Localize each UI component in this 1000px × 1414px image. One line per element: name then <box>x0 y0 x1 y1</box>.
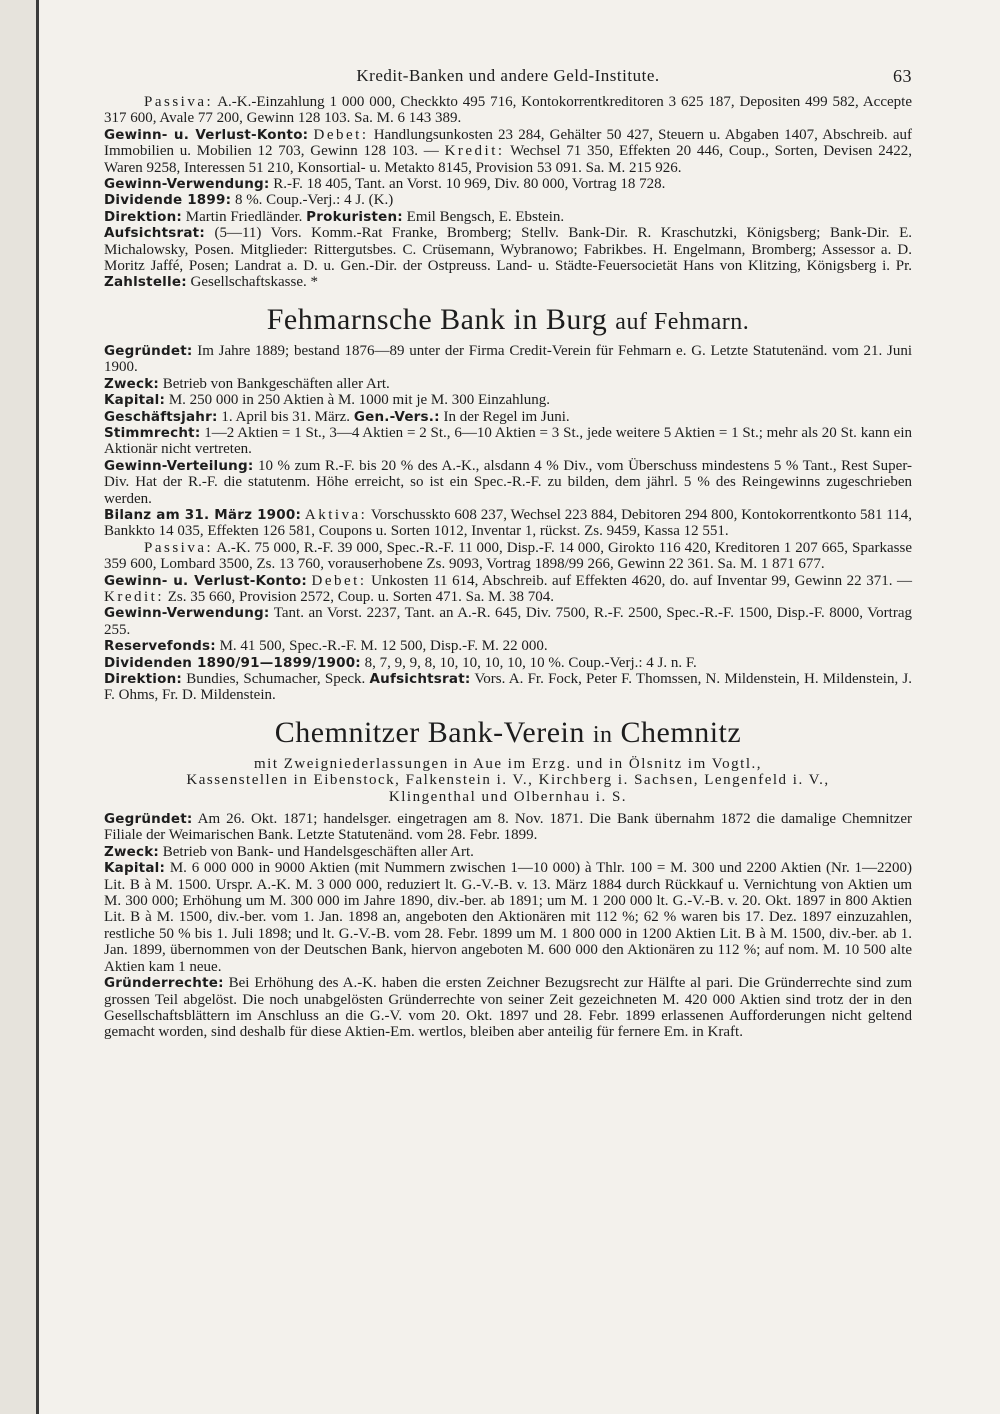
document-page <box>104 66 912 1041</box>
passiva-text: A.-K.-Einzahlung 1 000 000, Checkkto 495 716, Kontokorrentkreditoren 3 625 187, Depositen 499 582, Accepte 317 600, Avale 77 200, Gewinn 128 103. Sa. M. 6 143 389. <box>104 94 912 127</box>
zweck-text: Betrieb von Bank- und Handelsgeschäften aller Art. <box>162 843 474 860</box>
fehmarn-passiva <box>104 540 912 573</box>
genvers-label: Gen.-Vers.: <box>353 408 440 425</box>
gruenderrechte-label: Gründerrechte: <box>104 975 224 992</box>
geschaeftsjahr-text: 1. April bis 31. März. <box>221 408 351 425</box>
fehmarn-title-main: Fehmarnsche Bank in Burg <box>266 302 608 336</box>
dividende-label: Dividende 1899: <box>104 192 232 209</box>
kapital-label: Kapital: <box>104 392 166 409</box>
passiva-text: A.-K. 75 000, R.-F. 39 000, Spec.-R.-F. 11 000, Disp.-F. 14 000, Girokto 116 420, Kreditoren 1 207 665, Sparkasse 359 600, Lombard 3500, Zs. 13 760, vorauserhobene Zs. 9093, Vortrag 1898/99 266, Gewinn 22 361. Sa. M. 1 871 677. <box>104 539 912 573</box>
aufsichtsrat-text: Vors. A. Fr. Fock, Peter F. Thomssen, N. Mildenstein, H. Mildenstein, J. F. Ohms, Fr. D. Mildenstein. <box>104 671 913 704</box>
verwendung-label: Gewinn-Verwendung: <box>104 605 270 622</box>
gewinn-verteilung-label: Gewinn-Verteilung: <box>104 457 254 474</box>
direktion-label: Direktion: <box>104 671 182 687</box>
debet-label: Debet: <box>313 126 369 143</box>
fehmarn-zweck <box>104 376 912 392</box>
chemnitz-subline-2: Kassenstellen in Eibenstock, Falkenstein i. V., Kirchberg i. Sachsen, Lengenfeld i. V., <box>186 772 830 789</box>
kapital-label: Kapital: <box>104 860 166 877</box>
verwendung-label: Gewinn-Verwendung: <box>104 176 270 193</box>
chemnitz-subline-3: Klingenthal und Olbernhau i. S. <box>388 788 628 805</box>
gegruendet-label: Gegründet: <box>104 811 193 828</box>
chemnitz-subline-1: mit Zweigniederlassungen in Aue im Erzg. und in Ölsnitz im Vogtl., <box>254 755 762 772</box>
zahlstelle-text: Gesellschaftskasse. * <box>190 274 319 291</box>
reservefonds-text: M. 41 500, Spec.-R.-F. M. 12 500, Disp.-F. M. 22 000. <box>219 638 548 655</box>
debet-label: Debet: <box>311 572 367 589</box>
passiva-label: Passiva: <box>144 539 214 556</box>
page-binding-margin <box>0 0 38 1414</box>
fehmarn-geschaeftsjahr <box>104 409 912 425</box>
zweck-label: Zweck: <box>104 375 159 392</box>
prev-passiva <box>104 94 912 127</box>
fehmarn-title <box>104 303 912 337</box>
fehmarn-gewinn-verteilung <box>104 458 912 507</box>
bilanz-label: Bilanz am 31. März 1900: <box>104 506 302 523</box>
reservefonds-label: Reservefonds: <box>104 638 216 655</box>
fehmarn-direktion <box>104 671 912 704</box>
chemnitz-zweck <box>104 844 912 860</box>
chemnitz-title-main: Chemnitzer Bank-Verein <box>274 715 585 749</box>
gegruendet-label: Gegründet: <box>104 342 193 359</box>
prev-gewinn-verwendung <box>104 176 912 192</box>
gegruendet-text: Am 26. Okt. 1871; handelsger. eingetragen am 8. Nov. 1871. Die Bank übernahm 1872 die damalige Chemnitzer Filiale der Weimarischen Bank. Letzte Statutenänd. vom 28. Febr. 1899. <box>104 811 912 844</box>
fehmarn-title-tail: auf Fehmarn. <box>615 308 750 335</box>
direktion-text: Bundies, Schumacher, Speck. <box>186 671 366 687</box>
geschaeftsjahr-label: Geschäftsjahr: <box>104 408 218 425</box>
aufsichtsrat-text: (5—11) Vors. Komm.-Rat Franke, Bromberg; Stellv. Bank-Dir. R. Kraschutzki, Königsberg; Bank-Dir. E. Michalowsky, Posen. Mitglieder: Rittergutsbes. C. Crüsemann, Wybranowo; Fabrikbes. H. Engelmann, Bromberg; Assessor a. D. Moritz Jaffé, Posen; Landrat a. D. u. Gen.-Dir. der Ostpreuss. Land- u. Städte-Feuersocietät Hans von Klitzing, Königsberg i. Pr. <box>104 225 912 275</box>
genvers-text: In der Regel im Juni. <box>443 408 570 425</box>
dividende-text: 8 %. Coup.-Verj.: 4 J. (K.) <box>234 192 394 209</box>
aktiva-label: Aktiva: <box>304 506 368 523</box>
kapital-text: M. 250 000 in 250 Aktien à M. 1000 mit je M. 300 Einzahlung. <box>168 392 551 409</box>
chemnitz-gruenderrechte <box>104 975 912 1041</box>
aufsichtsrat-label: Aufsichtsrat: <box>369 671 471 687</box>
fehmarn-dividenden <box>104 655 912 671</box>
guv-label: Gewinn- u. Verlust-Konto: <box>104 126 309 143</box>
passiva-label: Passiva: <box>144 94 214 110</box>
verwendung-text: R.-F. 18 405, Tant. an Vorst. 10 969, Div. 80 000, Vortrag 18 728. <box>273 176 666 193</box>
aktiva-text: Vorschusskto 608 237, Wechsel 223 884, Debitoren 294 800, Kontokorrentkonto 581 114, Bankkto 14 035, Effekten 126 581, Coupons u. Sorten 1012, Inventar 1, rückst. Zs. 9459, Kassa 12 551. <box>104 506 912 540</box>
chemnitz-gegruendet <box>104 811 912 844</box>
gegruendet-text: Im Jahre 1889; bestand 1876—89 unter der Firma Credit-Verein für Fehmarn e. G. Letzte Statutenänd. vom 21. Juni 1900. <box>104 342 913 376</box>
fehmarn-bilanz-aktiva <box>104 507 912 540</box>
zweck-label: Zweck: <box>104 843 159 860</box>
prev-aufsichtsrat <box>104 225 912 291</box>
debet-text: Handlungsunkosten 23 284, Gehälter 50 427, Steuern u. Abgaben 1407, Abschreib. auf Immobilien u. Mobilien 12 703, Gewinn 128 103. — <box>104 126 913 160</box>
fehmarn-stimmrecht <box>104 425 912 458</box>
fehmarn-gewinn-verlust <box>104 573 912 606</box>
gewinn-verteilung-text: 10 % zum R.-F. bis 20 % des A.-K., alsdann 4 % Div., vom Überschuss mindestens 5 % Tant., Rest Super-Div. Hat der R.-F. die statutenm. Höhe erreicht, so ist ein Spec.-R.-F. zu bilden, dem jährl. 5 % des Reingewinns zugeschrieben werden. <box>104 457 913 507</box>
prokuristen-text: Emil Bengsch, E. Ebstein. <box>406 208 565 225</box>
prokuristen-label: Prokuristen: <box>306 208 403 225</box>
page-number: 63 <box>893 66 912 86</box>
binding-edge-line <box>36 0 39 1414</box>
debet-text: Unkosten 11 614, Abschreib. auf Effekten 4620, do. auf Inventar 99, Gewinn 22 371. — <box>371 572 913 589</box>
chemnitz-title-mid: in <box>592 721 613 748</box>
zahlstelle-label: Zahlstelle: <box>104 274 187 291</box>
aufsichtsrat-label: Aufsichtsrat: <box>104 225 205 242</box>
fehmarn-kapital <box>104 392 912 408</box>
chemnitz-kapital <box>104 860 912 975</box>
zweck-text: Betrieb von Bankgeschäften aller Art. <box>162 375 390 392</box>
prev-gewinn-verlust <box>104 127 912 176</box>
running-title: Kredit-Banken und andere Geld-Institute. <box>356 66 660 85</box>
chemnitz-title-city: Chemnitz <box>620 715 742 749</box>
fehmarn-gewinn-verwendung <box>104 605 912 638</box>
prev-direktion <box>104 209 912 225</box>
chemnitz-title <box>104 716 912 750</box>
direktion-text: Martin Friedländer. <box>185 208 303 225</box>
kredit-text: Wechsel 71 350, Effekten 20 446, Coup., Sorten, Devisen 2422, Waren 9258, Interessen 51 210, Konsortial- u. Metakto 8145, Provision 53 091. Sa. M. 215 926. <box>104 143 913 176</box>
kredit-label: Kredit: <box>104 588 164 605</box>
kapital-text: M. 6 000 000 in 9000 Aktien (mit Nummern zwischen 1—10 000) à Thlr. 100 = M. 300 und 2200 Aktien (Nr. 1—2200) Lit. B à M. 1500. Urspr. A.-K. M. 3 000 000, reduziert lt. G.-V.-B. v. 13. März 1884 durch Rückkauf u. Vernichtung von Aktien um M. 300 000; Erhöhung um M. 300 000 im Jahre 1890, div.-ber. ab 1891; um M. 1 200 000 lt. G.-V.-B. v. 20. Okt. 1897 in 800 Aktien Lit. B à M. 1500, div.-ber. vom 1. Jan. 1898 an, angeboten den Aktionären mit 112 %; 62 % waren bis 17. Dez. 1897 einzuzahlen, restliche 50 % bis 1. Juli 1898; und lt. G.-V.-B. vom 28. Febr. 1899 um M. 1 800 000 in 1200 Aktien Lit. B à M. 1500, div.-ber. ab 1. Jan. 1899, übernommen von der Deutschen Bank, hiervon angeboten M. 600 000 den Aktionären zu 112 %; auf nom. M. 10 500 alte Aktien kam 1 neue. <box>104 860 913 975</box>
dividenden-text: 8, 7, 9, 9, 8, 10, 10, 10, 10, 10 %. Coup.-Verj.: 4 J. n. F. <box>364 654 697 671</box>
prev-dividende <box>104 192 912 208</box>
stimmrecht-text: 1—2 Aktien = 1 St., 3—4 Aktien = 2 St., 6—10 Aktien = 3 St., jede weitere 5 Aktien = 1 St.; mehr als 20 St. kann ein Aktionär nicht vertreten. <box>104 424 912 458</box>
page-header <box>104 66 912 94</box>
kredit-label: Kredit: <box>444 143 505 160</box>
fehmarn-reservefonds <box>104 638 912 654</box>
kredit-text: Zs. 35 660, Provision 2572, Coup. u. Sorten 471. Sa. M. 38 704. <box>167 588 555 605</box>
guv-label: Gewinn- u. Verlust-Konto: <box>104 572 307 589</box>
gruenderrechte-text: Bei Erhöhung des A.-K. haben die ersten Zeichner Bezugsrecht zur Hälfte al pari. Die Gründerrechte sind zum grossen Teil abgelöst. Die noch unabgelösten Gründerrechte von seiner Zeit gezeichneten M. 420 000 Aktien sind trotz der in den Gesellschaftsblättern im Anschluss an die G.-V. vom 20. Okt. 1897 und 28. Febr. 1899 erlassenen Aufforderungen nicht geltend gemacht worden, sind deshalb für diese Aktien-Em. wertlos, bleiben aber anteilig für fernere Em. in Kraft. <box>104 975 913 1041</box>
stimmrecht-label: Stimmrecht: <box>104 424 201 441</box>
verwendung-text: Tant. an Vorst. 2237, Tant. an A.-R. 645, Div. 7500, R.-F. 2500, Spec.-R.-F. 1500, Disp.-F. 8000, Vortrag 255. <box>104 605 912 638</box>
direktion-label: Direktion: <box>104 208 182 225</box>
fehmarn-gegruendet <box>104 343 912 376</box>
dividenden-label: Dividenden 1890/91—1899/1900: <box>104 654 361 671</box>
